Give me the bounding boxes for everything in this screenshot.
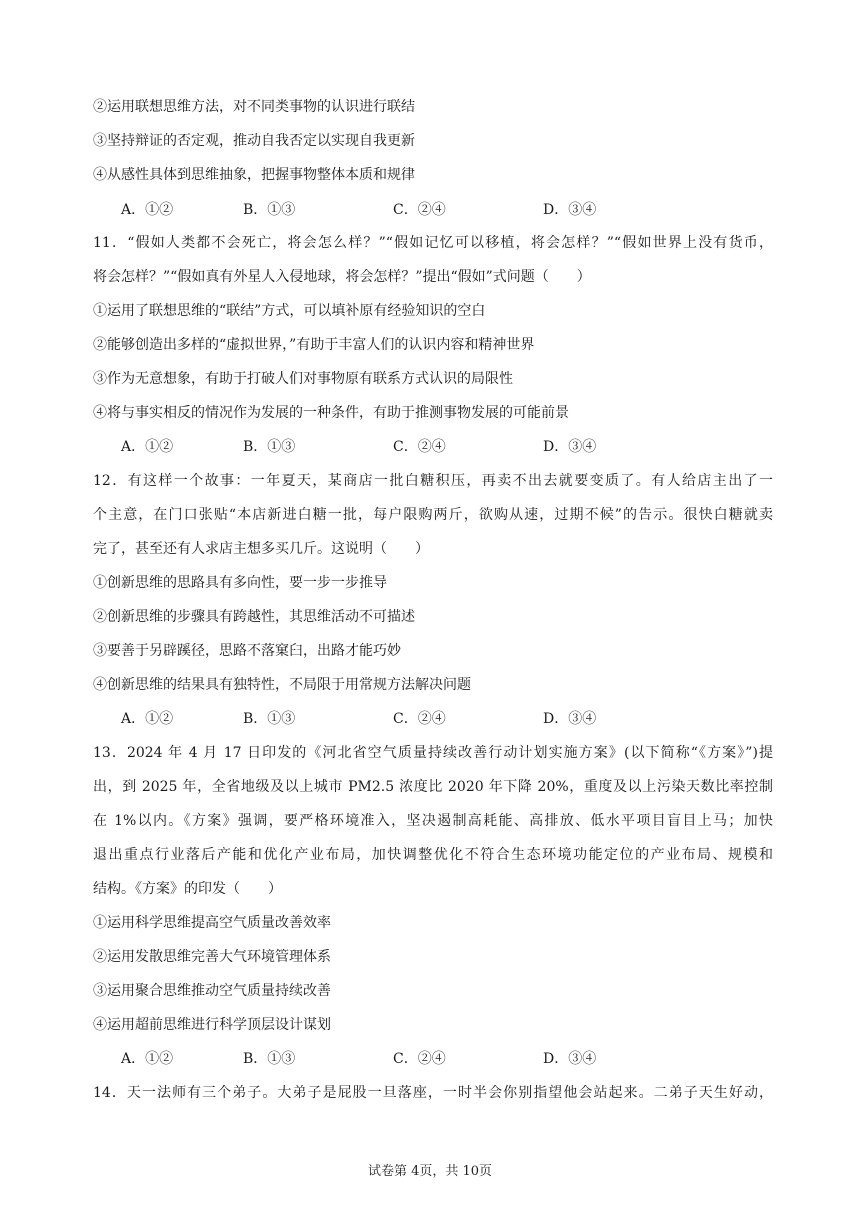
q13-stem-line-4: 退出重点行业落后产能和优化产业布局，加快调整优化不符合生态环境功能定位的产业布局、规模和	[93, 847, 773, 863]
q13-item-1: ①运用科学思维提高空气质量改善效率	[93, 915, 331, 931]
q12-item-1: ①创新思维的思路具有多向性，要一步一步推导	[93, 575, 387, 591]
page-footer: 试卷第 4页，共 10页	[367, 1164, 493, 1179]
q12-item-3: ③要善于另辟蹊径，思路不落窠臼，出路才能巧妙	[93, 643, 401, 659]
q12-option-c: C．②④	[393, 711, 446, 727]
q12-option-b: B．①③	[243, 711, 296, 727]
q13-item-3: ③运用聚合思维推动空气质量持续改善	[93, 983, 331, 999]
q13-option-c: C．②④	[393, 1051, 446, 1067]
q10-option-b: B．①③	[243, 202, 296, 218]
q13-stem-line-2: 出，到 2025 年，全省地级及以上城市 PM2.5 浓度比 2020 年下降 20%，重度及以上污染天数比率控制	[93, 779, 773, 795]
q13-option-d: D．③④	[543, 1051, 597, 1067]
q13-item-2: ②运用发散思维完善大气环境管理体系	[93, 949, 331, 965]
q13-item-4: ④运用超前思维进行科学顶层设计谋划	[93, 1017, 331, 1033]
q11-option-a: A．①②	[121, 439, 174, 455]
q13-stem-line-5: 结构。《方案》的印发（ ）	[93, 881, 282, 897]
q12-stem-line-2: 个主意，在门口张贴“本店新进白糖一批，每户限购两斤，欲购从速，过期不候”的告示。很快白糖就卖	[93, 507, 773, 523]
q10-option-d: D．③④	[543, 202, 597, 218]
q12-option-a: A．①②	[121, 711, 174, 727]
q13-option-b: B．①③	[243, 1051, 296, 1067]
q11-stem-line-1: 11．“假如人类都不会死亡，将会怎么样？”“假如记忆可以移植，将会怎样？”“假如世界上没有货币，	[93, 235, 773, 251]
q12-item-4: ④创新思维的结果具有独特性，不局限于用常规方法解决问题	[93, 677, 471, 693]
q12-item-2: ②创新思维的步骤具有跨越性，其思维活动不可描述	[93, 609, 415, 625]
q11-item-3: ③作为无意想象，有助于打破人们对事物原有联系方式认识的局限性	[93, 371, 513, 387]
q13-stem-line-1: 13．2024 年 4 月 17 日印发的《河北省空气质量持续改善行动计划实施方案》(以下简称“《方案》”)提	[93, 745, 773, 761]
q11-item-1: ①运用了联想思维的“联结”方式，可以填补原有经验知识的空白	[93, 303, 486, 319]
q12-stem-line-3: 完了，甚至还有人求店主想多买几斤。这说明（ ）	[93, 541, 429, 557]
q12-options	[93, 709, 773, 729]
q10-option-a: A．①②	[121, 202, 174, 218]
q12-stem-line-1: 12．有这样一个故事：一年夏天，某商店一批白糖积压，再卖不出去就要变质了。有人给店主出了一	[93, 473, 773, 489]
q12-option-d: D．③④	[543, 711, 597, 727]
q13-option-a: A．①②	[121, 1051, 174, 1067]
q10-options	[93, 200, 773, 220]
q11-options	[93, 437, 773, 457]
q10-option-c: C．②④	[393, 202, 446, 218]
q11-item-2: ②能够创造出多样的“虚拟世界，”有助于丰富人们的认识内容和精神世界	[93, 337, 535, 353]
q13-stem-line-3: 在 1%以内。《方案》强调，要严格环境准入，坚决遏制高耗能、高排放、低水平项目盲目上马；加快	[93, 813, 773, 829]
q11-option-b: B．①③	[243, 439, 296, 455]
q11-option-c: C．②④	[393, 439, 446, 455]
q11-item-4: ④将与事实相反的情况作为发展的一种条件，有助于推测事物发展的可能前景	[93, 405, 569, 421]
q10-item-4: ④从感性具体到思维抽象，把握事物整体本质和规律	[93, 167, 415, 183]
q10-item-2: ②运用联想思维方法，对不同类事物的认识进行联结	[93, 99, 415, 115]
q11-option-d: D．③④	[543, 439, 597, 455]
q10-item-3: ③坚持辩证的否定观，推动自我否定以实现自我更新	[93, 133, 415, 149]
q14-stem-line-1: 14．天一法师有三个弟子。大弟子是屁股一旦落座，一时半会你别指望他会站起来。二弟子天生好动，	[93, 1085, 773, 1101]
q13-options	[93, 1049, 773, 1069]
q11-stem-line-2: 将会怎样？”“假如真有外星人入侵地球，将会怎样？”提出“假如”式问题（ ）	[93, 269, 591, 285]
